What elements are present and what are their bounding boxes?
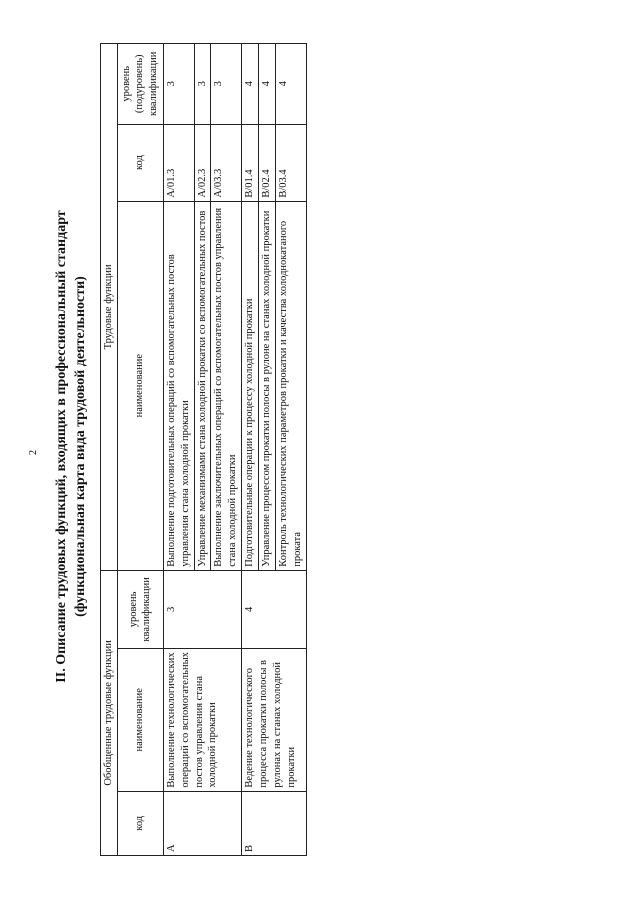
function-level: 4	[259, 44, 276, 125]
function-name: Управление процессом прокатки полосы в рулоне на станах холодной прокатки	[259, 201, 276, 570]
function-level: 4	[275, 44, 306, 125]
col-header-level: уровень квалификации	[117, 570, 163, 648]
function-level: 3	[163, 44, 194, 125]
header-column-row	[117, 44, 163, 856]
group-name: Выполнение технологических операций со вспомогательных постов управления стана холодной прокатки	[163, 648, 241, 791]
group-level: 4	[242, 570, 306, 648]
table-row	[163, 44, 194, 856]
generalized-functions-header: Обобщенные трудовые функции	[101, 570, 118, 855]
function-name: Выполнение заключительных операций со вспомогательных постов управления стана холодной прокатки	[211, 201, 242, 570]
function-code: А/01.3	[163, 124, 194, 201]
group-level: 3	[163, 570, 241, 648]
section-subtitle: (функциональная карта вида трудовой деятельности)	[73, 276, 88, 617]
col-header-code: код	[117, 791, 163, 855]
function-level: 3	[211, 44, 242, 125]
function-level: 4	[242, 44, 259, 125]
page-number: 2	[28, 450, 39, 455]
labor-functions-header: Трудовые функции	[101, 44, 118, 571]
function-name: Выполнение подготовительных операций со вспомогательных постов управления стана холодной прокатки	[163, 201, 194, 570]
group-code: А	[163, 791, 241, 855]
function-code: В/02.4	[259, 124, 276, 201]
col-header-function-code: код	[117, 124, 163, 201]
function-code: А/02.3	[194, 124, 211, 201]
rotated-page-content	[52, 27, 367, 866]
function-code: В/01.4	[242, 124, 259, 201]
col-header-function-name: наименование	[117, 201, 163, 570]
col-header-function-level: уровень (подуровень) квалификации	[117, 44, 163, 125]
function-name: Контроль технологических параметров прокатки и качества холоднокатаного проката	[275, 201, 306, 570]
function-name: Управление механизмами стана холодной прокатки со вспомогательных постов	[194, 201, 211, 570]
function-code: А/03.3	[211, 124, 242, 201]
section-title: II. Описание трудовых функций, входящих в профессиональный стандарт	[54, 210, 69, 683]
col-header-name: наименование	[117, 648, 163, 791]
table-row	[242, 44, 259, 856]
function-level: 3	[194, 44, 211, 125]
functional-map-table	[100, 43, 307, 856]
group-code: В	[242, 791, 306, 855]
function-name: Подготовительные операции к процессу холодной прокатки	[242, 201, 259, 570]
header-group-row	[101, 44, 118, 856]
function-code: В/03.4	[275, 124, 306, 201]
group-name: Ведение технологического процесса прокатки полосы в рулонах на станах холодной прокатки	[242, 648, 306, 791]
